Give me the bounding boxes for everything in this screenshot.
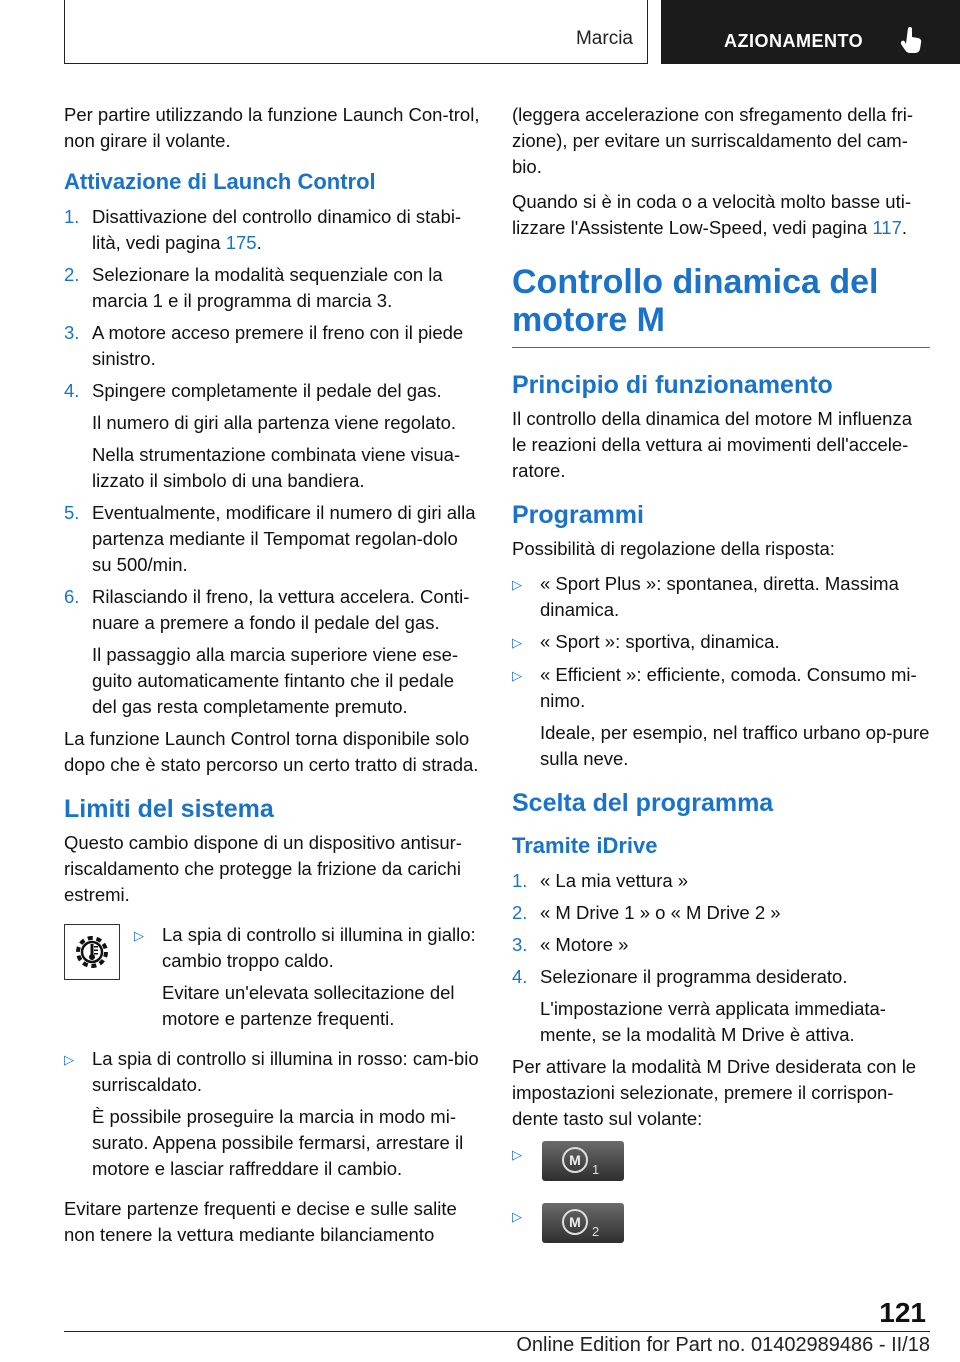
gearbox-temperature-warning-icon xyxy=(64,924,120,980)
list-item xyxy=(512,662,930,714)
footer-divider xyxy=(64,1331,930,1332)
header-chapter-title: AZIONAMENTO xyxy=(724,31,864,51)
triangle-bullet-icon: ▷ xyxy=(512,668,522,683)
step-text-end: . xyxy=(256,232,262,253)
triangle-bullet-icon: ▷ xyxy=(134,928,144,943)
left-column xyxy=(64,102,482,1257)
page-link[interactable]: 175 xyxy=(225,232,257,253)
m-button-letter: M xyxy=(562,1209,588,1235)
warning-text: La spia di controllo si illumina in rosso: cam-bio surriscaldato. xyxy=(92,1048,479,1095)
list-item xyxy=(64,378,482,404)
step-text: Disattivazione del controllo dinamico di stabi-lità, vedi pagina xyxy=(92,206,462,253)
lowspeed-text: Quando si è in coda o a velocità molto basse uti-lizzare l'Assistente Low-Speed, vedi pagina xyxy=(512,191,912,238)
triangle-bullet-icon: ▷ xyxy=(512,635,522,650)
m-button-digit: 2 xyxy=(592,1224,600,1239)
list-item xyxy=(512,900,930,926)
warning-subtext: È possibile proseguire la marcia in modo mi-surato. Appena possibile fermarsi, arrestare il motore e lasciar raffreddare il cambio. xyxy=(92,1106,464,1179)
list-item xyxy=(512,964,930,990)
step-number: 2. xyxy=(512,902,528,923)
chapter-heading: Controllo dinamica del motore M xyxy=(512,263,930,348)
step-number: 1. xyxy=(512,870,528,891)
program-text: « Sport Plus »: spontanea, diretta. Massima dinamica. xyxy=(540,573,899,620)
m-drive-1-button-icon xyxy=(542,1141,624,1181)
list-item xyxy=(64,500,482,578)
list-item xyxy=(64,584,482,636)
after-steps-paragraph: La funzione Launch Control torna disponibile solo dopo che è stato percorso un certo tratto di strada. xyxy=(64,728,479,775)
footer-edition: Online Edition for Part no. 01402989486 - II/18 xyxy=(516,1334,930,1356)
list-item xyxy=(512,571,930,623)
list-item xyxy=(64,320,482,372)
list-item xyxy=(512,932,930,958)
mdrive-paragraph: Per attivare la modalità M Drive desiderata con le impostazioni selezionate, premere il corrispon-dente tasto sul volante: xyxy=(512,1056,917,1129)
heading-limiti: Limiti del sistema xyxy=(64,795,274,823)
step-number: 3. xyxy=(512,934,528,955)
step-text: Selezionare il programma desiderato. xyxy=(540,966,848,987)
step-text: Eventualmente, modificare il numero di giri alla partenza mediante il Tempomat regolan-dolo su 500/min. xyxy=(92,502,476,575)
lowspeed-text-end: . xyxy=(901,217,908,238)
page-number: 121 xyxy=(879,1297,926,1328)
program-subtext: Ideale, per esempio, nel traffico urbano op-pure sulla neve. xyxy=(540,722,930,769)
right-column xyxy=(512,102,930,1265)
warning-block xyxy=(64,922,482,1038)
step-text: « M Drive 1 » o « M Drive 2 » xyxy=(540,902,781,923)
step-number: 6. xyxy=(64,586,80,607)
page-link[interactable]: 117 xyxy=(872,217,902,238)
list-item xyxy=(512,629,930,656)
list-item xyxy=(64,262,482,314)
step-subtext: Nella strumentazione combinata viene visua-lizzato il simbolo di una bandiera. xyxy=(92,444,461,491)
step-text: « Motore » xyxy=(540,934,629,955)
step-number: 5. xyxy=(64,502,80,523)
list-item xyxy=(512,868,930,894)
warning-text: La spia di controllo si illumina in giallo: cambio troppo caldo. xyxy=(162,924,476,971)
list-item xyxy=(64,204,482,256)
step-text: « La mia vettura » xyxy=(540,870,689,891)
m-button-letter: M xyxy=(562,1147,588,1173)
program-text: « Sport »: sportiva, dinamica. xyxy=(540,631,780,652)
hand-pointer-icon xyxy=(901,26,925,54)
header-section-title: Marcia xyxy=(575,28,633,49)
step-text: Rilasciando il freno, la vettura accelera. Conti-nuare a premere a fondo il pedale del gas. xyxy=(92,586,470,633)
step-number: 1. xyxy=(64,206,80,227)
step-subtext: Il numero di giri alla partenza viene regolato. xyxy=(92,412,457,433)
triangle-bullet-icon: ▷ xyxy=(512,1147,522,1162)
program-text: « Efficient »: efficiente, comoda. Consumo mi-nimo. xyxy=(540,664,917,711)
warning-subtext: Evitare un'elevata sollecitazione del motore e partenze frequenti. xyxy=(162,982,455,1029)
final-paragraph: Evitare partenze frequenti e decise e sulle salite non tenere la vettura mediante bilanciamento xyxy=(64,1198,457,1245)
list-item xyxy=(512,1203,930,1259)
header-section-box xyxy=(64,0,648,64)
m-button-digit: 1 xyxy=(592,1162,600,1177)
triangle-bullet-icon: ▷ xyxy=(512,577,522,592)
step-text: Spingere completamente il pedale del gas. xyxy=(92,380,442,401)
step-number: 4. xyxy=(64,380,80,401)
continuation-paragraph: (leggera accelerazione con sfregamento della fri-zione), per evitare un surriscaldamento del cam-bio. xyxy=(512,104,914,177)
triangle-bullet-icon: ▷ xyxy=(512,1209,522,1224)
step-number: 4. xyxy=(512,966,528,987)
step-subtext: L'impostazione verrà applicata immediata-mente, se la modalità M Drive è attiva. xyxy=(540,998,886,1045)
heading-attivazione: Attivazione di Launch Control xyxy=(64,169,376,194)
list-item xyxy=(512,1141,930,1197)
header-chapter-box xyxy=(661,0,960,64)
limiti-paragraph: Questo cambio dispone di un dispositivo antisur-riscaldamento che protegge la frizione da carichi estremi. xyxy=(64,832,462,905)
heading-scelta: Scelta del programma xyxy=(512,789,774,817)
step-text: A motore acceso premere il freno con il piede sinistro. xyxy=(92,322,464,369)
m-drive-2-button-icon xyxy=(542,1203,624,1243)
intro-paragraph: Per partire utilizzando la funzione Launch Con-trol, non girare il volante. xyxy=(64,104,480,151)
list-item xyxy=(134,922,482,974)
list-item xyxy=(64,1046,482,1098)
heading-principio: Principio di funzionamento xyxy=(512,371,833,399)
lowspeed-paragraph xyxy=(512,189,930,241)
step-number: 3. xyxy=(64,322,80,343)
step-text: Selezionare la modalità sequenziale con la marcia 1 e il programma di marcia 3. xyxy=(92,264,443,311)
heading-programmi: Programmi xyxy=(512,501,644,529)
programmi-intro: Possibilità di regolazione della risposta: xyxy=(512,538,835,559)
principio-paragraph: Il controllo della dinamica del motore M influenza le reazioni della vettura ai movimenti dell'accele-ratore. xyxy=(512,408,913,481)
heading-idrive: Tramite iDrive xyxy=(512,833,658,858)
step-subtext: Il passaggio alla marcia superiore viene ese-guito automaticamente fintanto che il pedale del gas resta completamente premuto. xyxy=(92,644,459,717)
triangle-bullet-icon: ▷ xyxy=(64,1052,74,1067)
step-number: 2. xyxy=(64,264,80,285)
